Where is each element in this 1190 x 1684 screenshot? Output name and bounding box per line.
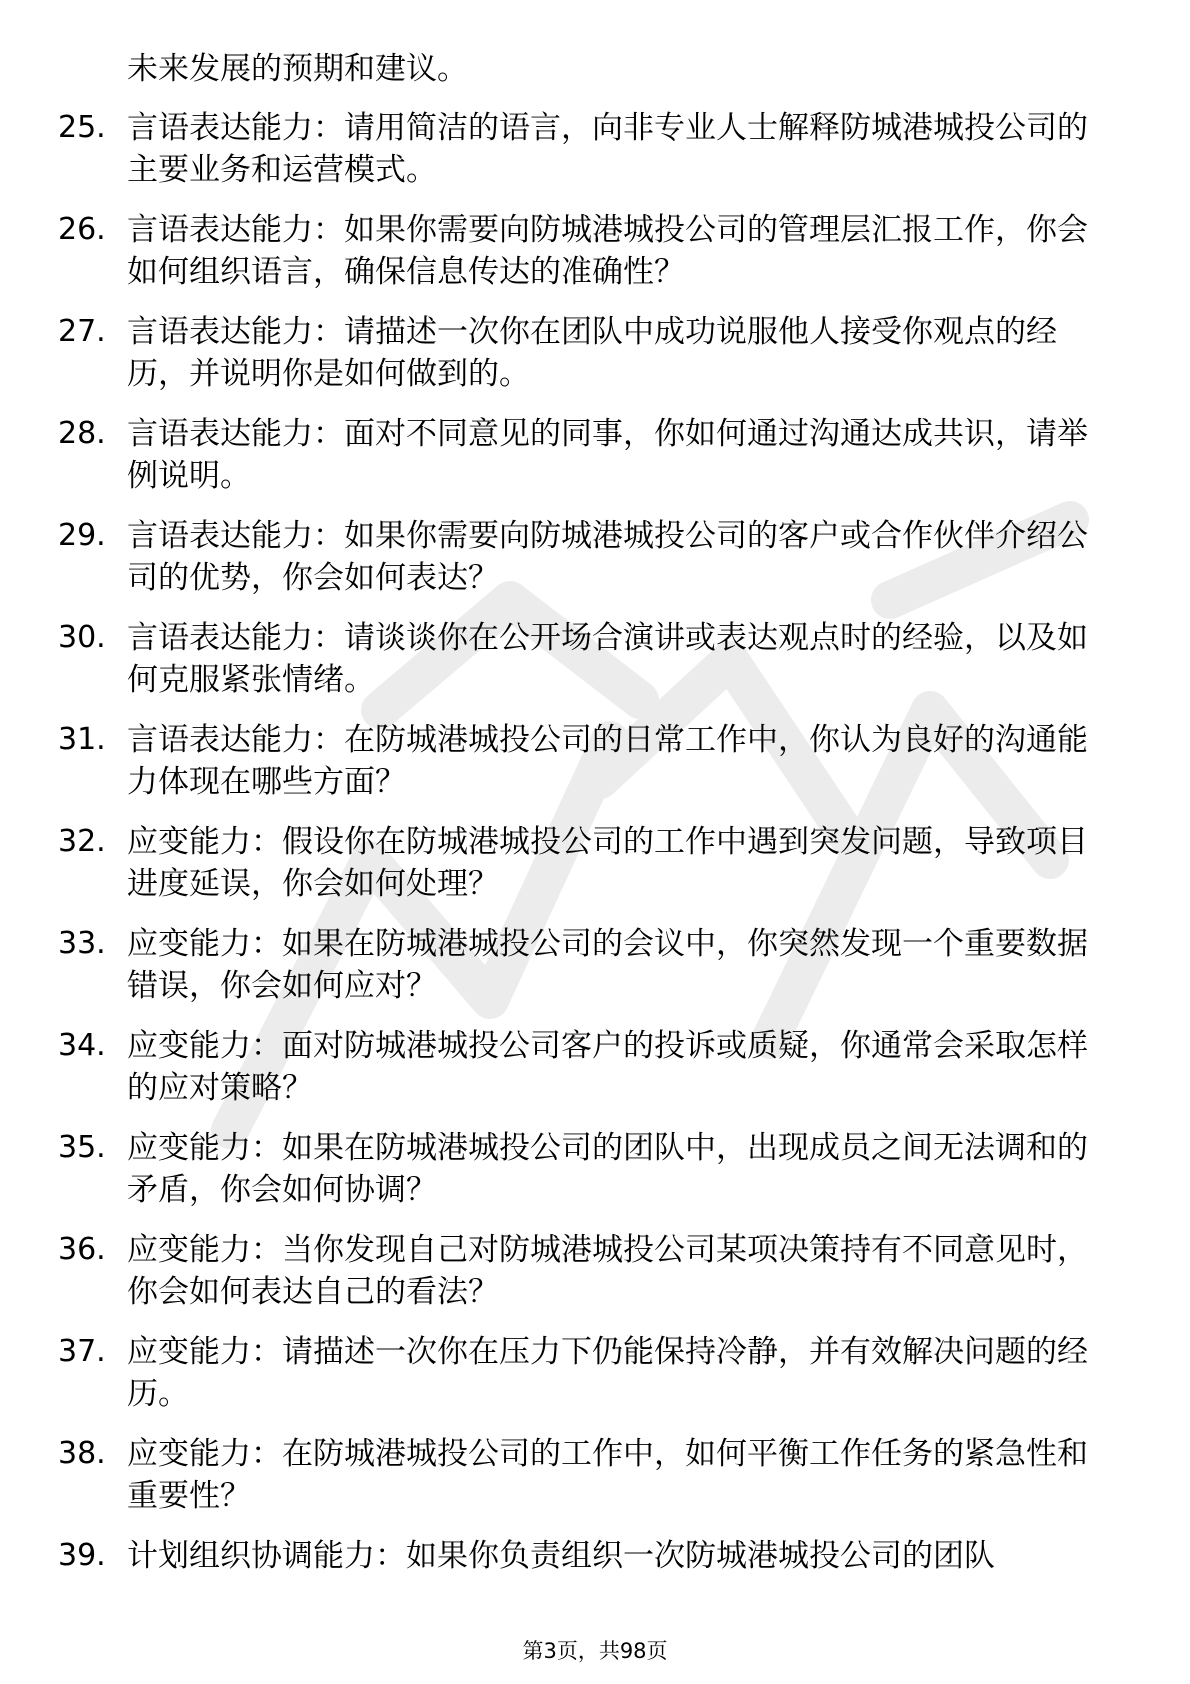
question-text: 言语表达能力：请用简洁的语言，向非专业人士解释防城港城投公司的主要业务和运营模式。 <box>127 110 1088 188</box>
question-number: 38. <box>58 1436 106 1471</box>
question-text: 应变能力：面对防城港城投公司客户的投诉或质疑，你通常会采取怎样的应对策略？ <box>127 1028 1088 1106</box>
question-list <box>0 48 1190 1595</box>
question-item <box>0 1229 1117 1313</box>
question-text: 言语表达能力：如果你需要向防城港城投公司的管理层汇报工作，你会如何组织语言，确保信息传达的准确性？ <box>127 212 1088 290</box>
question-text: 言语表达能力：请描述一次你在团队中成功说服他人接受你观点的经历，并说明你是如何做到的。 <box>127 314 1057 392</box>
question-item <box>0 821 1117 905</box>
question-number: 36. <box>58 1232 106 1267</box>
question-item <box>0 107 1117 191</box>
page-footer: 第3页，共98页 <box>522 1639 668 1663</box>
question-text: 言语表达能力：请谈谈你在公开场合演讲或表达观点时的经验，以及如何克服紧张情绪。 <box>127 620 1088 698</box>
question-item <box>0 515 1117 599</box>
question-text: 应变能力：假设你在防城港城投公司的工作中遇到突发问题，导致项目进度延误，你会如何处理？ <box>127 824 1088 902</box>
question-text: 应变能力：如果在防城港城投公司的团队中，出现成员之间无法调和的矛盾，你会如何协调？ <box>127 1130 1088 1208</box>
question-number: 28. <box>58 416 106 451</box>
question-number: 30. <box>58 620 106 655</box>
question-number: 39. <box>58 1538 106 1573</box>
question-number: 34. <box>58 1028 106 1063</box>
question-number: 32. <box>58 824 106 859</box>
question-text: 应变能力：当你发现自己对防城港城投公司某项决策持有不同意见时，你会如何表达自己的看法？ <box>127 1232 1088 1310</box>
question-number: 29. <box>58 518 106 553</box>
question-item <box>0 1433 1117 1517</box>
question-number: 27. <box>58 314 106 349</box>
question-item <box>0 1127 1117 1211</box>
question-text: 应变能力：如果在防城港城投公司的会议中，你突然发现一个重要数据错误，你会如何应对？ <box>127 926 1088 1004</box>
question-item <box>0 1331 1117 1415</box>
question-text: 言语表达能力：如果你需要向防城港城投公司的客户或合作伙伴介绍公司的优势，你会如何表达？ <box>127 518 1088 596</box>
question-text: 计划组织协调能力：如果你负责组织一次防城港城投公司的团队 <box>127 1538 995 1574</box>
question-item <box>0 719 1117 803</box>
question-item <box>0 311 1117 395</box>
question-item <box>0 1535 1117 1577</box>
question-item <box>0 209 1117 293</box>
question-item <box>0 1025 1117 1109</box>
question-item <box>0 617 1117 701</box>
question-number: 31. <box>58 722 106 757</box>
question-text: 应变能力：请描述一次你在压力下仍能保持冷静，并有效解决问题的经历。 <box>127 1334 1088 1412</box>
question-item <box>0 413 1117 497</box>
question-number: 33. <box>58 926 106 961</box>
continuation-text: 未来发展的预期和建议。 <box>127 51 468 87</box>
question-number: 37. <box>58 1334 106 1369</box>
question-number: 35. <box>58 1130 106 1165</box>
question-text: 言语表达能力：面对不同意见的同事，你如何通过沟通达成共识，请举例说明。 <box>127 416 1088 494</box>
question-text: 言语表达能力：在防城港城投公司的日常工作中，你认为良好的沟通能力体现在哪些方面？ <box>127 722 1088 800</box>
question-number: 25. <box>58 110 106 145</box>
question-item <box>0 923 1117 1007</box>
question-text: 应变能力：在防城港城投公司的工作中，如何平衡工作任务的紧急性和重要性？ <box>127 1436 1088 1514</box>
question-number: 26. <box>58 212 106 247</box>
